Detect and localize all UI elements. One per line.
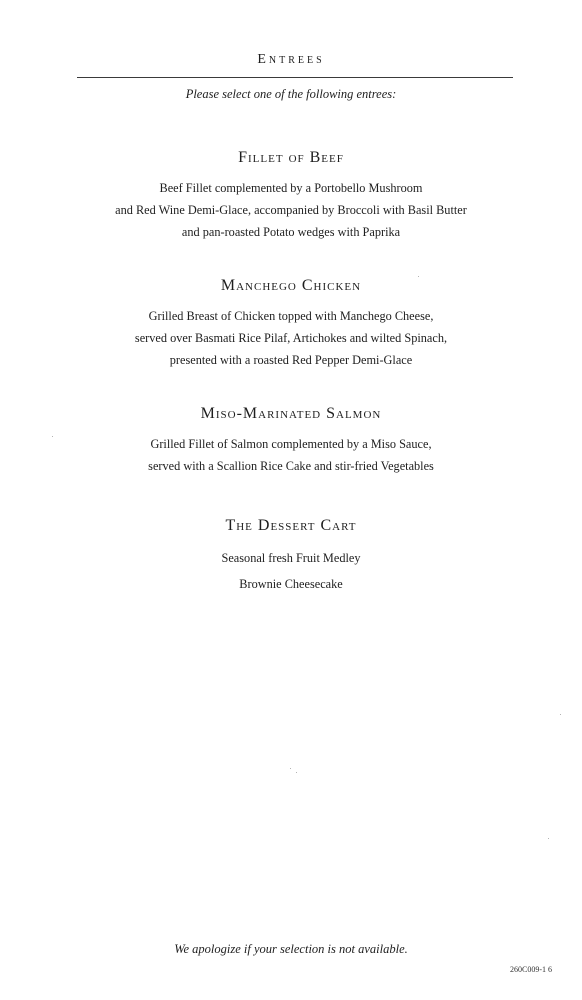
section-title: Fillet of Beef: [238, 149, 344, 166]
section-description-line: and pan-roasted Potato wedges with Paprika: [181, 225, 401, 239]
scan-speck: [548, 838, 549, 839]
section-description-line: served over Basmati Rice Pilaf, Artichokes and wilted Spinach,: [134, 331, 448, 345]
dessert-item: Brownie Cheesecake: [239, 577, 343, 591]
section-title: Manchego Chicken: [220, 277, 362, 294]
scan-speck: [296, 772, 297, 773]
dessert-item: Seasonal fresh Fruit Medley: [221, 551, 361, 565]
section-description-line: Grilled Fillet of Salmon complemented by a Miso Sauce,: [150, 437, 432, 451]
section-title: The Dessert Cart: [225, 517, 357, 534]
scan-speck: [52, 436, 53, 437]
section-description-line: Grilled Breast of Chicken topped with Manchego Cheese,: [148, 309, 434, 323]
section-title: Miso-Marinated Salmon: [200, 405, 382, 422]
menu-section-fillet-of-beef: [0, 148, 582, 243]
page-title: Entrees: [257, 52, 325, 67]
page-subtitle: Please select one of the following entrees:: [185, 87, 397, 101]
scan-speck: [290, 768, 291, 769]
menu-section-manchego-chicken: [0, 276, 582, 371]
section-description-line: served with a Scallion Rice Cake and stir-fried Vegetables: [148, 459, 434, 473]
scan-speck: [418, 276, 419, 277]
section-description-line: and Red Wine Demi-Glace, accompanied by Broccoli with Basil Butter: [115, 203, 467, 217]
section-description-line: Beef Fillet complemented by a Portobello Mushroom: [159, 181, 423, 195]
header-divider: [77, 77, 513, 78]
availability-note: We apologize if your selection is not available.: [174, 942, 408, 956]
section-description-line: presented with a roasted Red Pepper Demi-Glace: [169, 353, 413, 367]
menu-section-miso-marinated-salmon: [0, 404, 582, 477]
menu-section-dessert-cart: [0, 516, 582, 597]
scan-speck: [560, 714, 561, 715]
document-code: 260C009-1 6: [510, 965, 552, 974]
